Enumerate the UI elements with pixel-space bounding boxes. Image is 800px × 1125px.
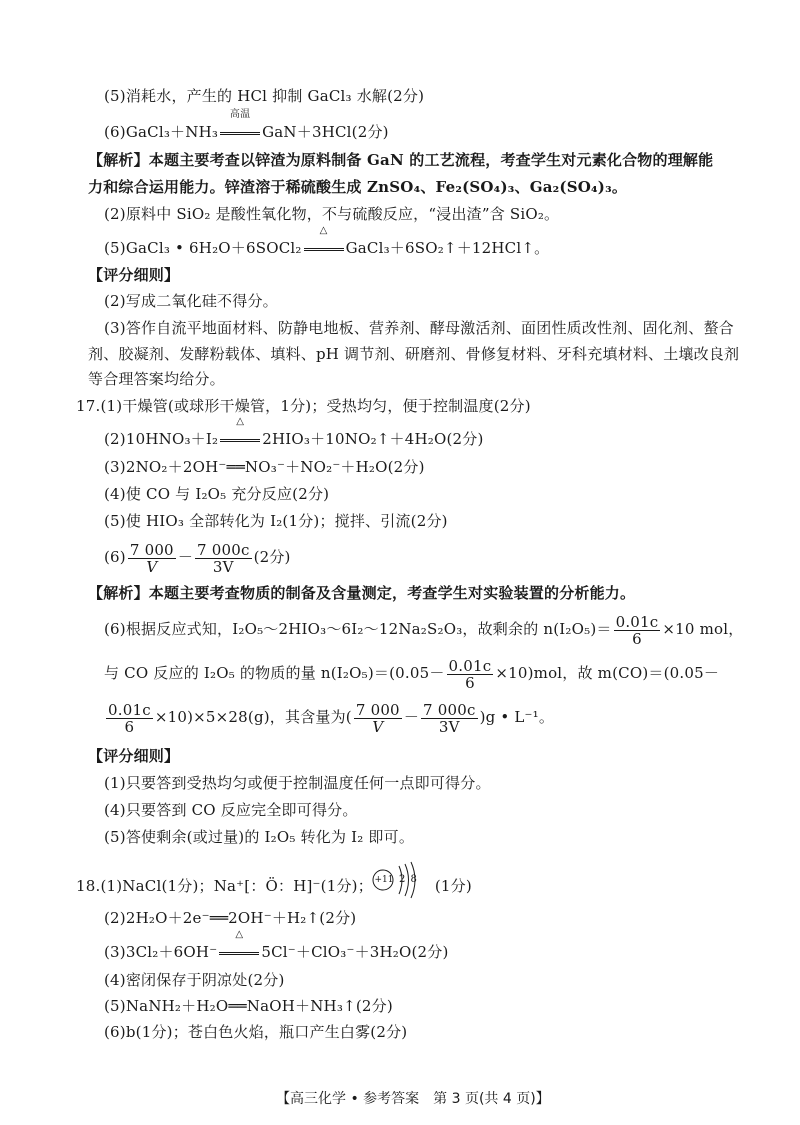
q17-answer-6-prefix: (6) — [104, 548, 126, 566]
q18-answer-3-condition: △ — [235, 929, 244, 940]
q16-analysis-heading: 【解析】本题主要考查以锌渣为原料制备 GaN 的工艺流程，考查学生对元素化合物的理解能 — [88, 151, 714, 169]
q16-answer-6-arrow — [218, 109, 262, 142]
q17-scoring-4: (4)只要答到 CO 反应完全即可得分。 — [104, 801, 358, 819]
q17-analysis-8-text: ×10)×5×28(g)，其含量为( — [154, 708, 352, 726]
q17-answer-1: 17.(1)干燥管(或球形干燥管，1分)；受热均匀，便于控制温度(2分) — [76, 397, 531, 415]
q16-answer-6-condition: 高温 — [229, 109, 251, 120]
q16-scoring-heading: 【评分细则】 — [88, 266, 180, 284]
q16-answer-6-rhs: GaN＋3HCl(2分) — [262, 123, 389, 141]
q18-answer-6: (6)b(1分)；苍白色火焰，瓶口产生白雾(2分) — [104, 1023, 408, 1041]
q17-answer-5: (5)使 HIO₃ 全部转化为 I₂(1分)；搅拌、引流(2分) — [104, 512, 448, 530]
q17-analysis-8-tail: )g • L⁻¹。 — [479, 708, 555, 726]
q16-analysis-cont: 力和综合运用能力。锌渣溶于稀硫酸生成 ZnSO₄、Fe₂(SO₄)₃、Ga₂(SO₄)₃。 — [88, 178, 628, 196]
q16-analysis-5 — [104, 225, 550, 258]
q16-analysis-2: (2)原料中 SiO₂ 是酸性氧化物，不与硫酸反应，“浸出渣”含 SiO₂。 — [104, 205, 560, 223]
q18-answer-3-lhs: (3)3Cl₂＋6OH⁻ — [104, 943, 218, 961]
q17-scoring-1: (1)只要答到受热均匀或便于控制温度任何一点即可得分。 — [104, 774, 491, 792]
q17-analysis-8-frac3: $\frac{7 000c}{3V}$ — [423, 700, 476, 736]
q18-answer-3-rhs: 5Cl⁻＋ClO₃⁻＋3H₂O(2分) — [261, 943, 449, 961]
q17-answer-2-arrow — [218, 416, 262, 449]
q16-scoring-3c: 等合理答案均给分。 — [88, 370, 225, 388]
q16-analysis-5-lhs: (5)GaCl₃ • 6H₂O＋6SOCl₂ — [104, 239, 302, 257]
q17-answer-6-frac1: $\frac{7 000}{V}$ — [129, 540, 174, 576]
q17-answer-2-condition: △ — [236, 416, 245, 427]
atom-nucleus-label: +11 — [374, 875, 394, 885]
q17-answer-6-minus: － — [177, 548, 194, 566]
q17-analysis-8-frac: $\frac{0.01c}{6}$ — [108, 700, 151, 736]
q18-answer-5: (5)NaNH₂＋H₂O══NaOH＋NH₃↑(2分) — [104, 997, 393, 1015]
q18-answer-1-text: 18.(1)NaCl(1分)；Na⁺[：Ö：H]⁻(1分)； — [76, 877, 373, 895]
q17-answer-6 — [104, 540, 291, 574]
q17-answer-3: (3)2NO₂＋2OH⁻══NO₃⁻＋NO₂⁻＋H₂O(2分) — [104, 458, 425, 476]
q17-analysis-6-tail: ×10 mol， — [662, 620, 744, 638]
q16-scoring-2: (2)写成二氧化硅不得分。 — [104, 292, 278, 310]
sodium-atom-structure-diagram — [371, 860, 431, 900]
q17-answer-6-frac2: $\frac{7 000c}{3V}$ — [197, 540, 250, 576]
q16-scoring-3a: (3)答作自流平地面材料、防静电地板、营养剂、酵母激活剂、面团性质改性剂、固化剂、螯合 — [104, 319, 734, 337]
q17-analysis-7-frac: $\frac{0.01c}{6}$ — [448, 656, 492, 692]
q16-analysis-5-rhs: GaCl₃＋6SO₂↑＋12HCl↑。 — [345, 239, 550, 257]
q17-analysis-8-minus: － — [403, 708, 420, 726]
q18-answer-3-arrow — [217, 929, 261, 962]
q18-answer-3 — [104, 929, 449, 962]
atom-shell-electrons: 2 8 — [399, 874, 418, 885]
q18-answer-4: (4)密闭保存于阴凉处(2分) — [104, 971, 285, 989]
q17-analysis-6-line1 — [104, 612, 743, 646]
q17-analysis-8-frac2: $\frac{7 000}{V}$ — [355, 700, 400, 736]
q17-answer-2 — [104, 416, 484, 449]
q17-answer-6-suffix: (2分) — [253, 548, 291, 566]
q18-answer-1-score: (1分) — [434, 877, 472, 895]
q16-analysis-5-arrow — [302, 225, 346, 258]
q17-answer-2-lhs: (2)10HNO₃＋I₂ — [104, 430, 219, 448]
q17-analysis-6-line2 — [104, 656, 719, 690]
q18-answer-2: (2)2H₂O＋2e⁻══2OH⁻＋H₂↑(2分) — [104, 909, 357, 927]
q17-analysis-7-text: 与 CO 反应的 I₂O₅ 的物质的量 n(I₂O₅)＝(0.05－ — [104, 664, 445, 682]
q16-answer-6-lhs: (6)GaCl₃＋NH₃ — [104, 123, 219, 141]
q17-analysis-6-frac: $\frac{0.01c}{6}$ — [615, 612, 659, 648]
page-footer: 【高三化学 • 参考答案 第 3 页(共 4 页)】 — [276, 1091, 550, 1107]
q17-analysis-7-tail: ×10)mol，故 m(CO)＝(0.05－ — [495, 664, 720, 682]
q17-analysis-6-text: (6)根据反应式知，I₂O₅～2HIO₃～6I₂～12Na₂S₂O₃，故剩余的 n(I₂O₅)＝ — [104, 620, 612, 638]
q16-answer-5: (5)消耗水，产生的 HCl 抑制 GaCl₃ 水解(2分) — [104, 87, 425, 105]
q17-scoring-heading: 【评分细则】 — [88, 747, 180, 765]
q17-analysis-heading: 【解析】本题主要考查物质的制备及含量测定，考查学生对实验装置的分析能力。 — [88, 584, 636, 602]
q17-answer-4: (4)使 CO 与 I₂O₅ 充分反应(2分) — [104, 485, 330, 503]
q16-analysis-5-condition: △ — [319, 225, 328, 236]
q16-answer-6 — [104, 109, 389, 142]
q16-scoring-3b: 剂、胶凝剂、发酵粉载体、填料、pH 调节剂、研磨剂、骨修复材料、牙科充填材料、土壤改良剂 — [88, 345, 740, 363]
q17-analysis-6-line3 — [104, 700, 554, 734]
q17-answer-2-rhs: 2HIO₃＋10NO₂↑＋4H₂O(2分) — [262, 430, 484, 448]
q17-scoring-5: (5)答使剩余(或过量)的 I₂O₅ 转化为 I₂ 即可。 — [104, 828, 415, 846]
